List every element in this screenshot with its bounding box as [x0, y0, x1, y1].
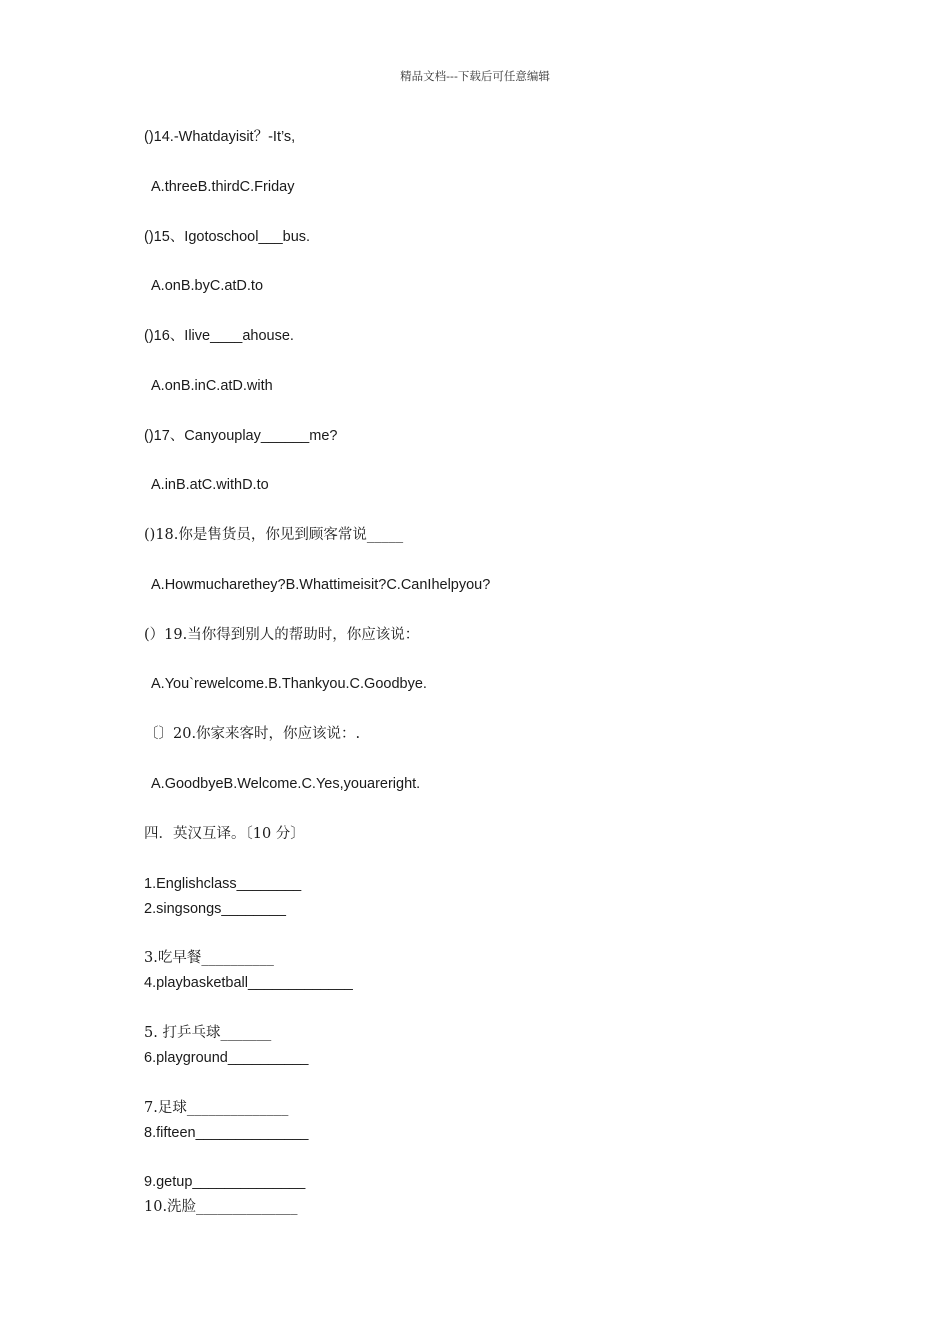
question-14-options: A.threeB.thirdC.Friday: [151, 179, 295, 195]
translation-item-4: 4.playbasketball_____________: [144, 975, 353, 991]
question-18-options: A.Howmucharethey?B.Whattimeisit?C.CanIhelpyou?: [151, 577, 491, 593]
question-20: 〔〕20.你家来客时，你应该说：.: [144, 726, 361, 742]
translation-item-9: 9.getup______________: [144, 1174, 306, 1190]
question-19: (）19.当你得到别人的帮助时，你应该说：: [144, 627, 420, 643]
translation-item-8: 8.fifteen______________: [144, 1125, 309, 1141]
translation-item-7: 7.足球______________: [144, 1100, 289, 1116]
question-19-options: A.You`rewelcome.B.Thankyou.C.Goodbye.: [151, 676, 427, 692]
page-header: 精品文档---下载后可任意编辑: [400, 69, 550, 83]
question-20-options: A.GoodbyeB.Welcome.C.Yes,youareright.: [151, 776, 421, 792]
section-4-title: 四．英汉互译。〔10 分〕: [144, 826, 305, 842]
question-14: ()14.-Whatdayisit？-It’s,: [144, 129, 296, 145]
question-17: ()17、Canyouplay______me?: [144, 428, 338, 444]
translation-item-10: 10.洗脸______________: [144, 1199, 298, 1215]
translation-item-1: 1.Englishclass________: [144, 876, 302, 892]
translation-item-6: 6.playground__________: [144, 1050, 309, 1066]
translation-item-2: 2.singsongs________: [144, 901, 286, 917]
question-15-options: A.onB.byC.atD.to: [151, 278, 264, 294]
translation-item-3: 3.吃早餐__________: [144, 950, 274, 966]
question-15: ()15、Igotoschool___bus.: [144, 229, 311, 245]
translation-item-5: 5. 打乒乓球_______: [144, 1025, 272, 1041]
question-16: ()16、Ilive____ahouse.: [144, 328, 294, 344]
question-17-options: A.inB.atC.withD.to: [151, 477, 269, 493]
question-18: ()18.你是售货员，你见到顾客常说_____: [144, 527, 404, 543]
question-16-options: A.onB.inC.atD.with: [151, 378, 273, 394]
